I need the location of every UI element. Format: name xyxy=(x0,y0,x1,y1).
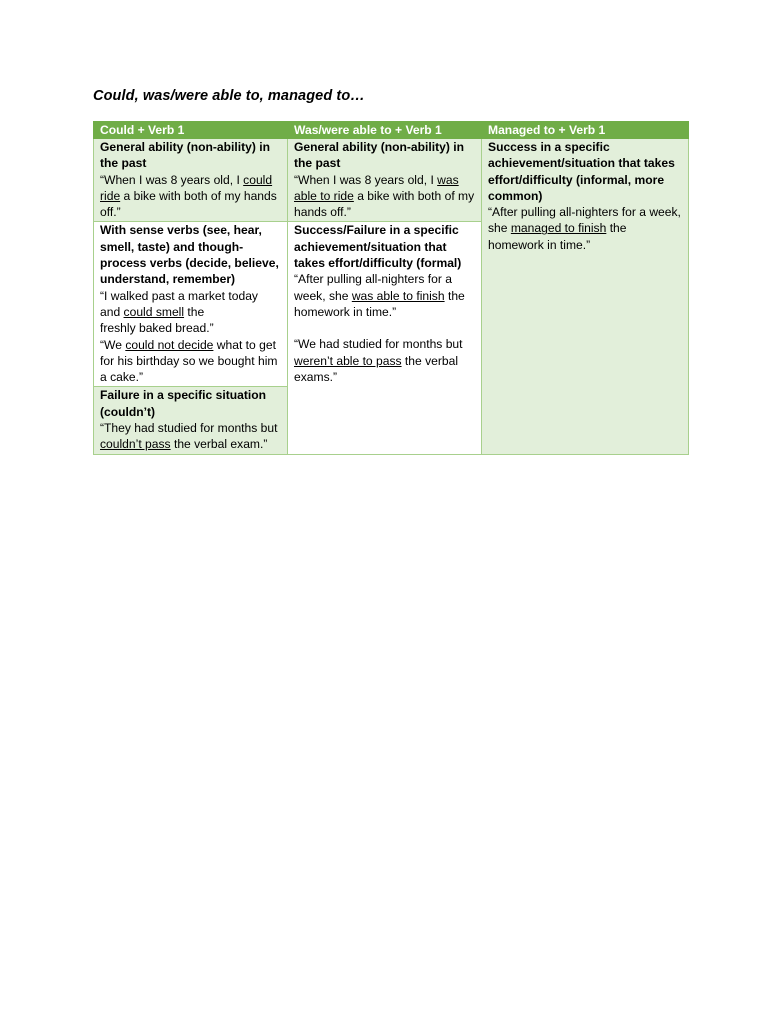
cell-able-specific xyxy=(288,222,482,454)
example-sentence: “When I was 8 years old, I could ride a bike with both of my hands off.” xyxy=(100,172,277,220)
example-sentence: “We had studied for months but weren’t able to pass the verbal exams.” xyxy=(294,337,463,384)
document-title: Could, was/were able to, managed to… xyxy=(93,88,365,104)
spacer xyxy=(294,320,475,336)
example-sentence: “When I was 8 years old, I was able to ride a bike with both of my hands off.” xyxy=(294,172,475,220)
column-header-could: Could + Verb 1 xyxy=(94,122,288,139)
column-header-managed: Managed to + Verb 1 xyxy=(482,122,689,139)
example-sentence: “After pulling all-nighters for a week, she was able to finish the homework in time.” xyxy=(294,272,465,319)
cell-could-failure xyxy=(94,387,288,454)
cell-able-general xyxy=(288,139,482,222)
column-header-was-able: Was/were able to + Verb 1 xyxy=(288,122,482,139)
cell-heading: Failure in a specific situation (couldn’t) xyxy=(100,388,266,419)
example-sentence: freshly baked bread.” xyxy=(100,321,214,336)
table-row xyxy=(94,139,689,222)
example-sentence: “They had studied for months but couldn’t pass the verbal exam.” xyxy=(100,421,278,452)
cell-could-general xyxy=(94,139,288,222)
example-sentence: “I walked past a market today and could smell the xyxy=(100,288,258,319)
cell-heading: General ability (non-ability) in the past xyxy=(100,140,271,171)
cell-heading: Success/Failure in a specific achievement/situation that takes effort/difficulty (formal) xyxy=(294,223,462,271)
grammar-table xyxy=(93,121,689,455)
cell-could-sense xyxy=(94,222,288,387)
cell-heading: Success in a specific achievement/situation that takes effort/difficulty (informal, more common) xyxy=(488,140,675,203)
cell-heading: With sense verbs (see, hear, smell, taste) and though-process verbs (decide, believe, understand, remember) xyxy=(100,223,279,287)
example-sentence: “After pulling all-nighters for a week, she managed to finish the homework in time.” xyxy=(488,205,681,252)
header-row xyxy=(94,122,689,139)
cell-heading: General ability (non-ability) in the past xyxy=(294,140,465,171)
example-sentence: “We could not decide what to get for his birthday so we bought him a cake.” xyxy=(100,337,278,385)
cell-managed xyxy=(482,139,689,455)
